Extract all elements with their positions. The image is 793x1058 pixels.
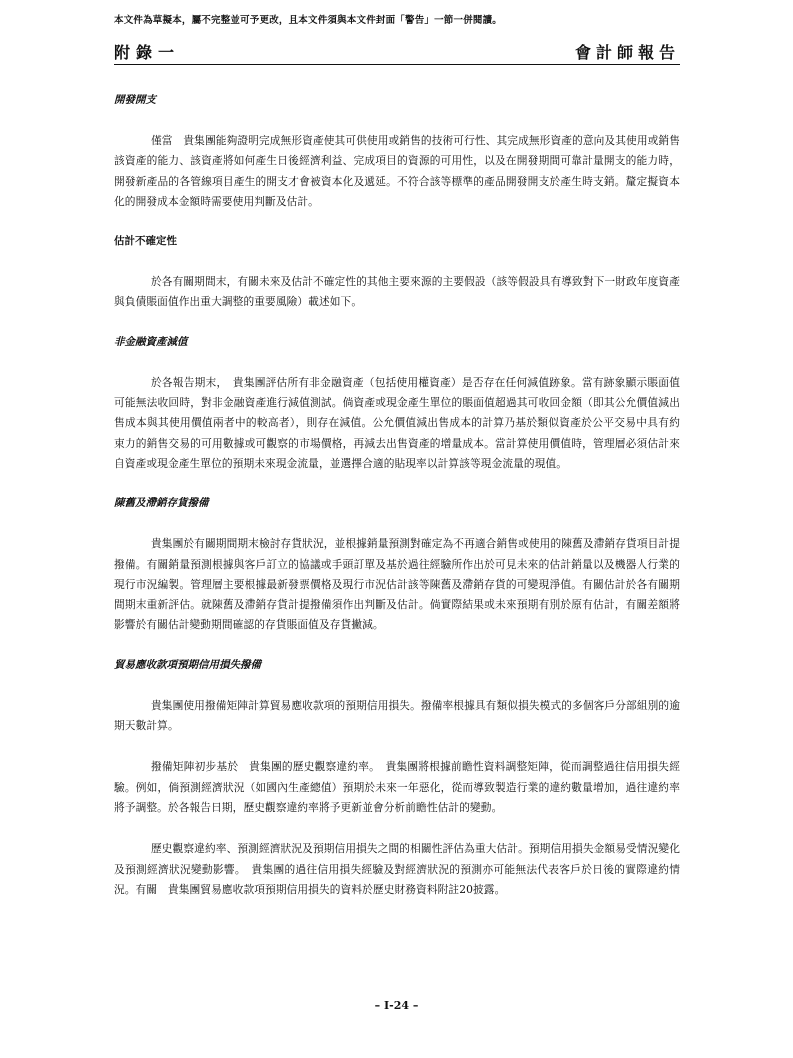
paragraph: 僅當 貴集團能夠證明完成無形資產使其可供使用或銷售的技術可行性、其完成無形資產的意向及其使用或銷售該資產的能力、該資產將如何產生日後經濟利益、完成項目的資源的可用性，以及在開發期間可靠計量開支的能力時，開發新產品的各管線項目產生的開支才會被資本化及遞延。不符合該等標準的產品開發開支於產生時支銷。釐定擬資本化的開發成本金額時需要使用判斷及估計。 bbox=[114, 134, 680, 208]
paragraph: 貴集團使用撥備矩陣計算貿易應收款項的預期信用損失。撥備率根據具有類似損失模式的多個客戶分部組別的逾期天數計算。 bbox=[114, 698, 680, 733]
section-title: 開發開支 bbox=[114, 94, 156, 106]
paragraph: 於各有關期間末，有關未來及估計不確定性的其他主要來源的主要假設（該等假設具有導致對下一財政年度資產與負債賬面值作出重大調整的重要風險）載述如下。 bbox=[114, 275, 680, 309]
document-body bbox=[114, 92, 680, 921]
header-divider bbox=[114, 64, 680, 65]
report-title: 會計師報告 bbox=[574, 43, 680, 62]
paragraph: 於各報告期末， 貴集團評估所有非金融資產（包括使用權資產）是否存在任何減值跡象。當有跡象顯示賬面值可能無法收回時，對非金融資產進行減值測試。倘資產或現金產生單位的賬面值超過其可收回金額（即其公允價值減出售成本與其使用價值兩者中的較高者），則存在減值。公允價值減出售成本的計算乃基於類似資產於公平交易中具有約束力的銷售交易的可用數據或可觀察的市場價格，再減去出售資產的增量成本。當計算使用價值時，管理層必須估計來自資產或現金產生單位的預期未來現金流量，並選擇合適的貼現率以計算該等現金流量的現值。 bbox=[114, 375, 680, 470]
section-expected-credit-loss bbox=[114, 657, 680, 900]
section-title: 非金融資產減值 bbox=[114, 335, 188, 348]
section-development-expenditure bbox=[114, 92, 680, 212]
draft-notice: 本文件為草擬本，屬不完整並可予更改，且本文件須與本文件封面「警告」一節一併閱讀。 bbox=[114, 15, 503, 26]
section-obsolete-inventory-provision bbox=[114, 495, 680, 635]
appendix-label: 附錄一 bbox=[114, 43, 181, 62]
section-title: 貿易應收款項預期信用損失撥備 bbox=[114, 658, 261, 671]
page-header bbox=[114, 40, 680, 64]
page-number: – I-24 – bbox=[374, 999, 419, 1012]
section-estimation-uncertainty bbox=[114, 233, 680, 313]
paragraph: 撥備矩陣初步基於 貴集團的歷史觀察違約率。 貴集團將根據前瞻性資料調整矩陣，從而調整過往信用損失經驗。例如，倘預測經濟狀況（如國內生產總值）預期於未來一年惡化，從而導致製造行業的違約數量增加，過往違約率將予調整。於各報告日期，歷史觀察違約率將予更新並會分析前瞻性估計的變動。 bbox=[114, 760, 680, 814]
section-impairment-non-financial-assets bbox=[114, 334, 680, 474]
paragraph: 歷史觀察違約率、預測經濟狀況及預期信用損失之間的相關性評估為重大估計。預期信用損失金額易受情況變化及預測經濟狀況變動影響。 貴集團的過往信用損失經驗及對經濟狀況的預測亦可能無法代表客戶於日後的實際違約情況。有關 貴集團貿易應收款項預期信用損失的資料於歷史財務資料附註20披露。 bbox=[114, 842, 680, 896]
paragraph: 貴集團於有關期間期末檢討存貨狀況，並根據銷量預測對確定為不再適合銷售或使用的陳舊及滯銷存貨項目計提撥備。有關銷量預測根據與客戶訂立的協議或手頭訂單及基於過往經驗所作出於可見未來的估計銷量以及機器人行業的現行市況編製。管理層主要根據最新發票價格及現行市況估計該等陳舊及滯銷存貨的可變現淨值。有關估計於各有關期間期末重新評估。就陳舊及滯銷存貨計提撥備須作出判斷及估計。倘實際結果或未來預期有別於原有估計，有關差額將影響於有關估計變動期間確認的存貨賬面值及存貨撇減。 bbox=[114, 537, 680, 632]
section-title: 估計不確定性 bbox=[114, 235, 177, 248]
section-title: 陳舊及滯銷存貨撥備 bbox=[114, 497, 209, 510]
